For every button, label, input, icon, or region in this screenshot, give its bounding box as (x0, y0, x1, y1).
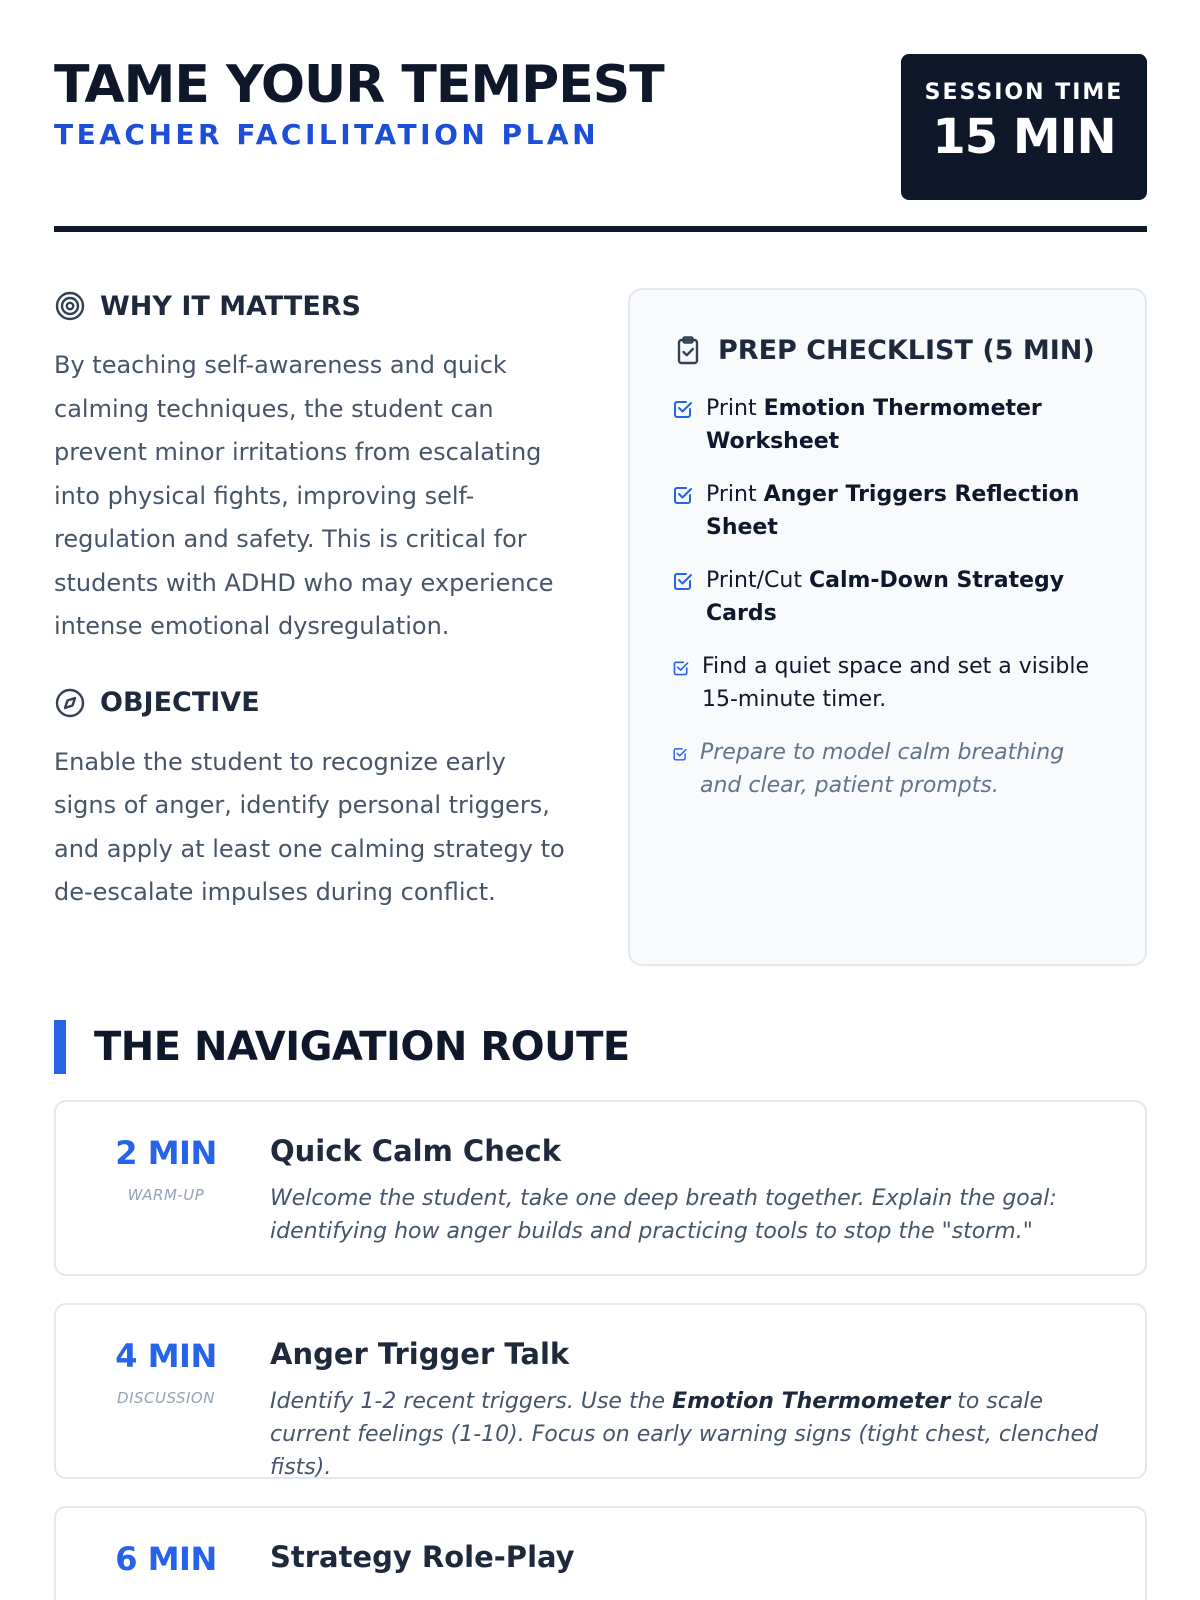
checklist-item (672, 736, 1107, 802)
step-description: Welcome the student, take one deep breath together. Explain the goal: identifying how anger builds and practicing tools to stop the "storm." (270, 1186, 1057, 1244)
step-title: Strategy Role-Play (270, 1540, 575, 1574)
checklist-item (672, 478, 1107, 544)
page-header (54, 54, 1147, 234)
step-body (270, 1540, 1109, 1588)
objective-title: OBJECTIVE (100, 687, 260, 718)
checkbox-checked-icon (672, 570, 694, 592)
step-time (56, 1540, 276, 1592)
objective-text: Enable the student to recognize early signs of anger, identify personal triggers, and apply at least one calming strategy to de-escalate impulses during conflict. (54, 747, 565, 906)
checkbox-checked-icon (672, 746, 688, 762)
why-it-matters-text: By teaching self-awareness and quick calming techniques, the student can prevent minor irritations from escalating into physical fights, improving self-regulation and safety. This is critical for students with ADHD who may experience intense emotional dysregulation. (54, 351, 554, 640)
step-time (56, 1337, 276, 1407)
step-time (56, 1134, 276, 1204)
checklist-item-text: Prepare to model calm breathing and clear, patient prompts. (700, 740, 1065, 798)
prep-checklist-heading (672, 334, 1107, 366)
step-minutes: 4 MIN (115, 1337, 217, 1375)
section-accent-bar (54, 1020, 66, 1074)
checklist-item (672, 392, 1107, 458)
checklist-item-text: Find a quiet space and set a visible 15-minute timer. (702, 654, 1090, 712)
prep-checklist (672, 392, 1107, 802)
navigation-route-heading (54, 1020, 630, 1074)
checkbox-checked-icon (672, 659, 690, 677)
route-step-card (54, 1303, 1147, 1479)
step-minutes: 2 MIN (115, 1134, 217, 1172)
checklist-item (672, 564, 1107, 630)
session-time-label: SESSION TIME (924, 80, 1124, 105)
step-phase: DISCUSSION (117, 1389, 215, 1407)
step-description: Identify 1-2 recent triggers. Use the Emotion Thermometer to scale current feelings (1-10). Focus on early warning signs (tight chest, clenched fists). (270, 1389, 1099, 1480)
step-title: Quick Calm Check (270, 1134, 561, 1168)
session-time-value: 15 MIN (932, 109, 1116, 165)
target-icon (54, 290, 86, 322)
header-divider (54, 226, 1147, 232)
session-time-badge (901, 54, 1147, 200)
route-step-card (54, 1100, 1147, 1276)
route-step-card (54, 1506, 1147, 1600)
checklist-item-text: Print Emotion Thermometer Worksheet (706, 396, 1042, 454)
checkbox-checked-icon (672, 398, 694, 420)
prep-checklist-card (628, 288, 1147, 966)
left-column (54, 290, 574, 915)
compass-icon (54, 687, 86, 719)
step-phase: WARM-UP (127, 1186, 205, 1204)
checklist-item (672, 650, 1107, 716)
checklist-item-text: Print Anger Triggers Reflection Sheet (706, 482, 1080, 540)
page-subtitle: TEACHER FACILITATION PLAN (54, 118, 600, 151)
step-body (270, 1337, 1109, 1484)
step-body (270, 1134, 1109, 1248)
prep-checklist-title: PREP CHECKLIST (5 MIN) (718, 334, 1095, 366)
why-it-matters-heading (54, 290, 574, 322)
checklist-item-text: Print/Cut Calm-Down Strategy Cards (706, 568, 1065, 626)
checkbox-checked-icon (672, 484, 694, 506)
step-title: Anger Trigger Talk (270, 1337, 570, 1371)
why-it-matters-title: WHY IT MATTERS (100, 290, 361, 322)
clipboard-check-icon (672, 334, 704, 366)
page-title: TAME YOUR TEMPEST (54, 55, 664, 115)
navigation-route-title: THE NAVIGATION ROUTE (94, 1024, 630, 1070)
step-minutes: 6 MIN (115, 1540, 217, 1578)
objective-heading (54, 687, 574, 719)
